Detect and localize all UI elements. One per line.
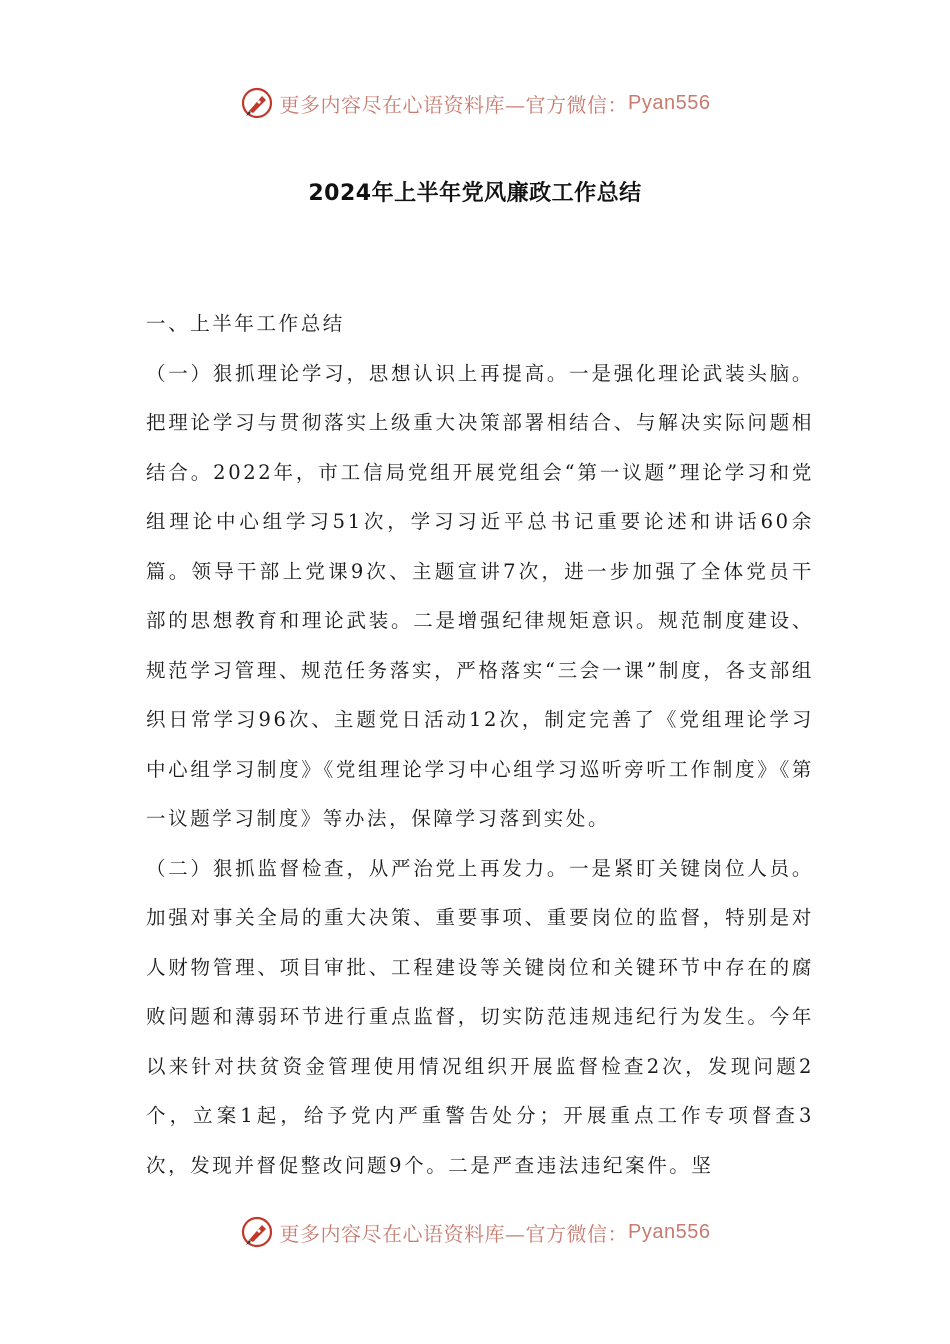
watermark-contact-label: 官方微信： [525,1221,629,1246]
watermark-contact-label: 官方微信： [525,92,629,117]
watermark-handle: Pyan556 [628,91,711,114]
pen-nib-logo-icon [240,86,274,120]
watermark-text: 更多内容尽在心语资料库— [279,1221,526,1246]
body-paragraph: （一）狠抓理论学习，思想认识上再提高。一是强化理论武装头脑。把理论学习与贯彻落实上级重大决策部署相结合、与解决实际问题相结合。2022年，市工信局党组开展党组会“第一议题”理论学习和党组理论中心组学习51次，学习习近平总书记重要论述和讲话60余篇。领导干部上党课9次、主题宣讲7次，进一步加强了全体党员干部的思想教育和理论武装。二是增强纪律规矩意识。规范制度建设、规范学习管理、规范任务落实，严格落实“三会一课”制度，各支部组织日常学习96次、主题党日活动12次，制定完善了《党组理论学习中心组学习制度》《党组理论学习中心组学习巡听旁听工作制度》《第一议题学习制度》等办法，保障学习落到实处。 [146,361,814,830]
document-body [146,299,814,1190]
watermark-handle: Pyan556 [628,1220,711,1243]
body-paragraph: （二）狠抓监督检查，从严治党上再发力。一是紧盯关键岗位人员。加强对事关全局的重大决策、重要事项、重要岗位的监督，特别是对人财物管理、项目审批、工程建设等关键岗位和关键环节中存在的腐败问题和薄弱环节进行重点监督，切实防范违规违纪行为发生。今年以来针对扶贫资金管理使用情况组织开展监督检查2次，发现问题2个，立案1起，给予党内严重警告处分；开展重点工作专项督查3次，发现并督促整改问题9个。二是严查违法违纪案件。坚 [146,856,814,1177]
document-title: 2024年上半年党风廉政工作总结 [308,181,642,206]
watermark-text: 更多内容尽在心语资料库— [279,92,526,117]
header-watermark [0,83,950,123]
footer-watermark [0,1212,950,1252]
pen-nib-logo-icon [240,1215,274,1249]
section-heading: 一、上半年工作总结 [146,312,345,335]
